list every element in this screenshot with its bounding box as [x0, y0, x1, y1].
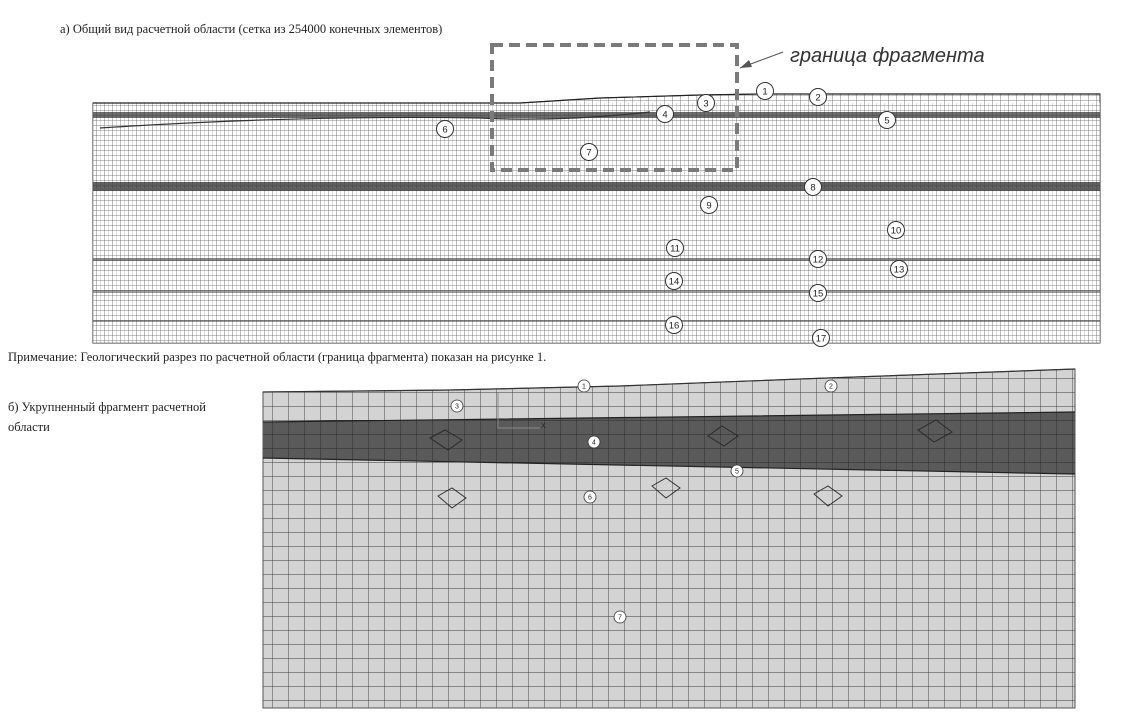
svg-text:1: 1 — [762, 86, 768, 98]
panel-b-mesh — [263, 369, 1075, 708]
layer-label-a — [891, 261, 908, 278]
svg-text:4: 4 — [662, 109, 668, 121]
svg-text:14: 14 — [668, 276, 680, 288]
layer-label-a — [666, 317, 683, 334]
layer-label-a — [879, 112, 896, 129]
svg-text:11: 11 — [670, 243, 680, 255]
layer-label-a — [698, 95, 715, 112]
layer-label-a — [657, 106, 674, 123]
layer-label-b — [451, 400, 463, 412]
svg-text:8: 8 — [810, 182, 816, 194]
svg-text:16: 16 — [668, 320, 680, 332]
svg-text:15: 15 — [812, 288, 824, 300]
svg-text:3: 3 — [703, 98, 709, 110]
svg-text:6: 6 — [588, 494, 592, 502]
layer-label-a — [437, 121, 454, 138]
svg-text:2: 2 — [815, 92, 821, 104]
layer-label-a — [810, 89, 827, 106]
svg-text:3: 3 — [455, 403, 459, 411]
layer-label-a — [581, 144, 598, 161]
fragment-boundary-label: граница фрагмента — [790, 45, 985, 67]
layer-label-b — [584, 491, 596, 503]
panel-b-title: б) Укрупненный фрагмент расчетной области — [8, 400, 206, 434]
layer-label-a — [666, 273, 683, 290]
svg-text:12: 12 — [812, 254, 824, 266]
layer-label-a — [701, 197, 718, 214]
layer-label-b — [825, 380, 837, 392]
svg-text:2: 2 — [829, 383, 833, 391]
layer-label-a — [810, 251, 827, 268]
svg-text:4: 4 — [592, 439, 596, 447]
layer-label-a — [805, 179, 822, 196]
svg-text:7: 7 — [618, 614, 622, 622]
note-text: Примечание: Геологический разрез по расчетной области (граница фрагмента) показан на рисунке 1. — [8, 350, 547, 364]
svg-text:7: 7 — [586, 147, 592, 159]
svg-text:1: 1 — [582, 383, 586, 391]
svg-text:5: 5 — [884, 115, 890, 127]
svg-text:6: 6 — [442, 124, 448, 136]
axis-x-mark: X — [541, 423, 546, 430]
layer-label-b — [588, 436, 600, 448]
layer-label-a — [888, 222, 905, 239]
svg-text:17: 17 — [815, 333, 827, 345]
layer-label-a — [667, 240, 684, 257]
layer-label-b — [578, 380, 590, 392]
svg-text:5: 5 — [735, 468, 739, 476]
layer-label-b — [731, 465, 743, 477]
panel-a-mesh — [93, 94, 1100, 343]
layer-label-a — [810, 285, 827, 302]
layer-label-a — [813, 330, 830, 347]
svg-text:9: 9 — [706, 200, 712, 212]
layer-label-b — [614, 611, 626, 623]
svg-text:13: 13 — [893, 264, 905, 276]
layer-label-a — [757, 83, 774, 100]
svg-text:10: 10 — [890, 225, 902, 237]
panel-a-title: а) Общий вид расчетной области (сетка из 254000 конечных элементов) — [60, 22, 443, 36]
